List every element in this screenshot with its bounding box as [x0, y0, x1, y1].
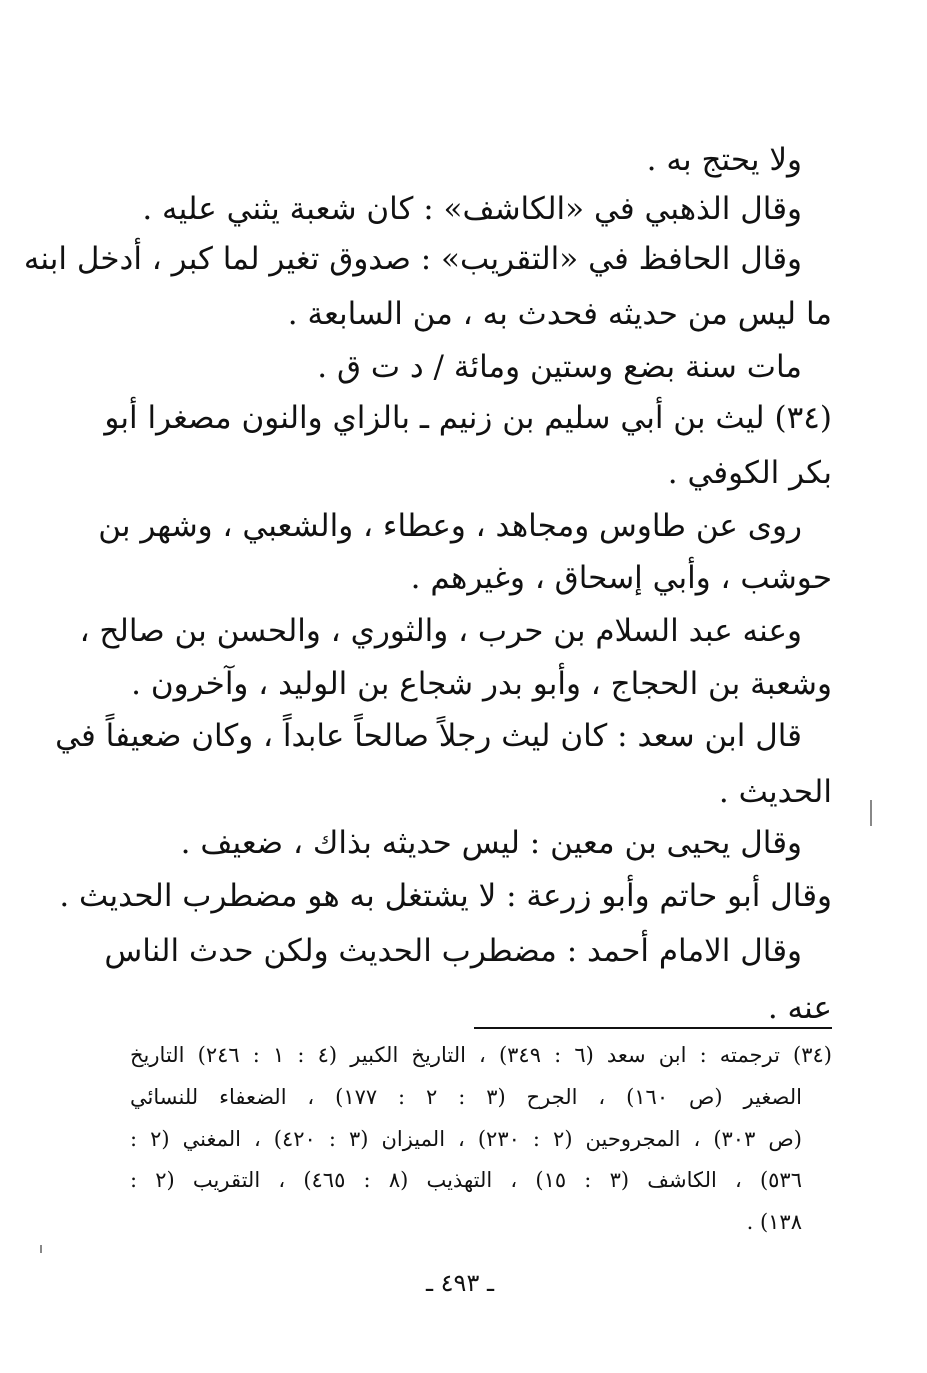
- body-line: بكر الكوفي .: [667, 455, 832, 491]
- body-line: وقال يحيى بن معين : ليس حديثه بذاك ، ضعيف .: [180, 825, 802, 861]
- scan-speck: [870, 800, 872, 826]
- body-line: مات سنة بضع وستين ومائة / د ت ق .: [317, 349, 802, 385]
- body-line: ما ليس من حديثه فحدث به ، من السابعة .: [287, 296, 832, 332]
- body-line: ولا يحتج به .: [646, 142, 802, 178]
- body-line: وعنه عبد السلام بن حرب ، والثوري ، والحسن بن صالح ،: [79, 613, 802, 649]
- body-line: عنه .: [767, 990, 832, 1026]
- body-line: قال ابن سعد : كان ليث رجلاً صالحاً عابداً ، وكان ضعيفاً في: [55, 718, 802, 754]
- footnote-line: (٣٤) ترجمته : ابن سعد (٦ : ٣٤٩) ، التاريخ الكبير (٤ : ١ : ٢٤٦) التاريخ: [130, 1043, 832, 1067]
- body-line: وقال أبو حاتم وأبو زرعة : لا يشتغل به هو مضطرب الحديث .: [59, 878, 832, 914]
- page-number: ـ ٤٩٣ ـ: [425, 1269, 494, 1297]
- body-line: وشعبة بن الحجاج ، وأبو بدر شجاع بن الوليد ، وآخرون .: [131, 666, 832, 702]
- body-line: روى عن طاوس ومجاهد ، وعطاء ، والشعبي ، وشهر بن: [98, 508, 802, 544]
- body-line: الحديث .: [718, 774, 832, 810]
- entry-heading-line: (٣٤) ليث بن أبي سليم بن زنيم ـ بالزاي والنون مصغرا أبو: [104, 400, 832, 436]
- body-line: وقال الامام أحمد : مضطرب الحديث ولكن حدث الناس: [104, 933, 802, 969]
- footnote-line: ١٣٨) .: [746, 1210, 802, 1234]
- body-line: وقال الذهبي في «الكاشف» : كان شعبة يثني عليه .: [142, 191, 802, 227]
- footnote-divider: [474, 1027, 832, 1029]
- footnote-line: (ص ٣٠٣) ، المجروحين (٢ : ٢٣٠) ، الميزان (٣ : ٤٢٠) ، المغني (٢ :: [130, 1127, 802, 1151]
- footnote-line: الصغير (ص ١٦٠) ، الجرح (٣ : ٢ : ١٧٧) ، الضعفاء للنسائي: [130, 1085, 802, 1109]
- body-line: وقال الحافظ في «التقريب» : صدوق تغير لما كبر ، أدخل ابنه: [23, 241, 802, 277]
- footnote-line: ٥٣٦) ، الكاشف (٣ : ١٥) ، التهذيب (٨ : ٤٦٥) ، التقريب (٢ :: [130, 1168, 802, 1192]
- body-line: حوشب ، وأبي إسحاق ، وغيرهم .: [410, 560, 832, 596]
- scan-speck: [40, 1245, 42, 1253]
